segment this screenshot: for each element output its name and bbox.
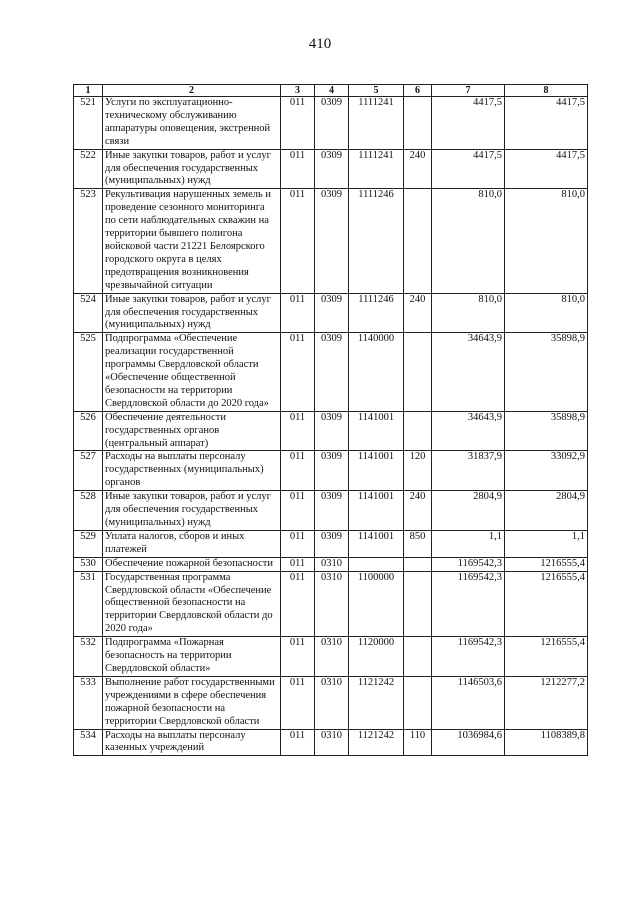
amount-year-1: 34643,9 [432,333,505,411]
expense-name: Выполнение работ государственными учреждениями в сфере обеспечения пожарной безопасности на территории Свердловской области [103,676,281,729]
table-row [74,676,588,729]
expense-name: Расходы на выплаты персоналу государственных (муниципальных) органов [103,451,281,491]
ministry-code: 011 [281,491,315,531]
target-article-code: 1111241 [349,97,404,150]
amount-year-2: 1216555,4 [505,557,588,571]
expense-name: Подпрограмма «Обеспечение реализации государственной программы Свердловской области «Обеспечение общественной безопасности на территории Свердловской области до 2020 года» [103,333,281,411]
row-number: 522 [74,149,103,189]
target-article-code: 1120000 [349,637,404,677]
expense-type-code [404,333,432,411]
col-header-7: 7 [432,85,505,97]
budget-table [73,84,588,756]
target-article-code: 1111246 [349,293,404,333]
expense-name: Государственная программа Свердловской области «Обеспечение общественной безопасности на территории Свердловской области до 2020 года» [103,571,281,637]
ministry-code: 011 [281,411,315,451]
row-number: 526 [74,411,103,451]
row-number: 523 [74,189,103,293]
amount-year-1: 1146503,6 [432,676,505,729]
target-article-code: 1121242 [349,676,404,729]
amount-year-2: 810,0 [505,189,588,293]
amount-year-2: 2804,9 [505,491,588,531]
ministry-code: 011 [281,676,315,729]
table-row [74,557,588,571]
section-code: 0310 [315,571,349,637]
ministry-code: 011 [281,637,315,677]
amount-year-2: 4417,5 [505,97,588,150]
table-row [74,411,588,451]
section-code: 0309 [315,97,349,150]
row-number: 525 [74,333,103,411]
expense-name: Расходы на выплаты персоналу казенных учреждений [103,729,281,756]
table-row [74,333,588,411]
expense-name: Рекультивация нарушенных земель и проведение сезонного мониторинга по сети наблюдательных скважин на территории бывшего полигона войсковой части 21221 Белоярского городского округа в целях предотвращения возникновения чрезвычайной ситуации [103,189,281,293]
target-article-code: 1140000 [349,333,404,411]
expense-name: Обеспечение деятельности государственных органов (центральный аппарат) [103,411,281,451]
table-body [74,97,588,756]
expense-type-code: 240 [404,293,432,333]
amount-year-1: 1169542,3 [432,571,505,637]
col-header-2: 2 [103,85,281,97]
section-code: 0309 [315,530,349,557]
expense-type-code [404,97,432,150]
amount-year-1: 810,0 [432,293,505,333]
col-header-3: 3 [281,85,315,97]
expense-type-code [404,411,432,451]
amount-year-2: 1108389,8 [505,729,588,756]
ministry-code: 011 [281,729,315,756]
ministry-code: 011 [281,571,315,637]
amount-year-2: 810,0 [505,293,588,333]
amount-year-2: 1216555,4 [505,637,588,677]
section-code: 0309 [315,149,349,189]
ministry-code: 011 [281,149,315,189]
table-row [74,189,588,293]
target-article-code: 1100000 [349,571,404,637]
col-header-1: 1 [74,85,103,97]
amount-year-1: 4417,5 [432,149,505,189]
amount-year-1: 31837,9 [432,451,505,491]
page-number: 410 [308,36,332,52]
expense-type-code: 850 [404,530,432,557]
expense-name: Иные закупки товаров, работ и услуг для обеспечения государственных (муниципальных) нужд [103,149,281,189]
ministry-code: 011 [281,333,315,411]
section-code: 0310 [315,557,349,571]
col-header-4: 4 [315,85,349,97]
table-row [74,149,588,189]
amount-year-2: 35898,9 [505,411,588,451]
amount-year-1: 1036984,6 [432,729,505,756]
expense-type-code: 120 [404,451,432,491]
ministry-code: 011 [281,189,315,293]
col-header-8: 8 [505,85,588,97]
table-row [74,637,588,677]
table-row [74,530,588,557]
section-code: 0309 [315,293,349,333]
amount-year-1: 2804,9 [432,491,505,531]
section-code: 0310 [315,729,349,756]
amount-year-2: 1216555,4 [505,571,588,637]
ministry-code: 011 [281,530,315,557]
row-number: 530 [74,557,103,571]
amount-year-2: 1,1 [505,530,588,557]
target-article-code: 1141001 [349,451,404,491]
ministry-code: 011 [281,293,315,333]
row-number: 532 [74,637,103,677]
expense-type-code: 240 [404,491,432,531]
amount-year-2: 35898,9 [505,333,588,411]
target-article-code: 1121242 [349,729,404,756]
row-number: 529 [74,530,103,557]
row-number: 533 [74,676,103,729]
expense-type-code [404,676,432,729]
header-row [74,85,588,97]
expense-type-code [404,557,432,571]
amount-year-2: 4417,5 [505,149,588,189]
expense-name: Уплата налогов, сборов и иных платежей [103,530,281,557]
row-number: 524 [74,293,103,333]
row-number: 534 [74,729,103,756]
row-number: 528 [74,491,103,531]
table-row [74,729,588,756]
amount-year-1: 1169542,3 [432,637,505,677]
amount-year-1: 1169542,3 [432,557,505,571]
row-number: 531 [74,571,103,637]
expense-name: Иные закупки товаров, работ и услуг для обеспечения государственных (муниципальных) нужд [103,491,281,531]
row-number: 521 [74,97,103,150]
ministry-code: 011 [281,557,315,571]
target-article-code: 1111246 [349,189,404,293]
target-article-code: 1141001 [349,411,404,451]
amount-year-1: 1,1 [432,530,505,557]
target-article-code: 1111241 [349,149,404,189]
target-article-code: 1141001 [349,491,404,531]
table-row [74,293,588,333]
section-code: 0310 [315,676,349,729]
target-article-code [349,557,404,571]
expense-name: Обеспечение пожарной безопасности [103,557,281,571]
expense-type-code [404,637,432,677]
expense-type-code [404,571,432,637]
table-row [74,571,588,637]
col-header-5: 5 [349,85,404,97]
table-row [74,97,588,150]
expense-type-code: 240 [404,149,432,189]
row-number: 527 [74,451,103,491]
amount-year-1: 810,0 [432,189,505,293]
amount-year-2: 1212277,2 [505,676,588,729]
table-row [74,491,588,531]
section-code: 0310 [315,637,349,677]
expense-type-code [404,189,432,293]
ministry-code: 011 [281,97,315,150]
amount-year-1: 34643,9 [432,411,505,451]
expense-name: Иные закупки товаров, работ и услуг для обеспечения государственных (муниципальных) нужд [103,293,281,333]
target-article-code: 1141001 [349,530,404,557]
amount-year-2: 33092,9 [505,451,588,491]
col-header-6: 6 [404,85,432,97]
section-code: 0309 [315,411,349,451]
amount-year-1: 4417,5 [432,97,505,150]
section-code: 0309 [315,189,349,293]
section-code: 0309 [315,491,349,531]
expense-type-code: 110 [404,729,432,756]
expense-name: Подпрограмма «Пожарная безопасность на территории Свердловской области» [103,637,281,677]
section-code: 0309 [315,333,349,411]
expense-name: Услуги по эксплуатационно-техническому обслуживанию аппаратуры оповещения, экстренной связи [103,97,281,150]
ministry-code: 011 [281,451,315,491]
table-row [74,451,588,491]
section-code: 0309 [315,451,349,491]
